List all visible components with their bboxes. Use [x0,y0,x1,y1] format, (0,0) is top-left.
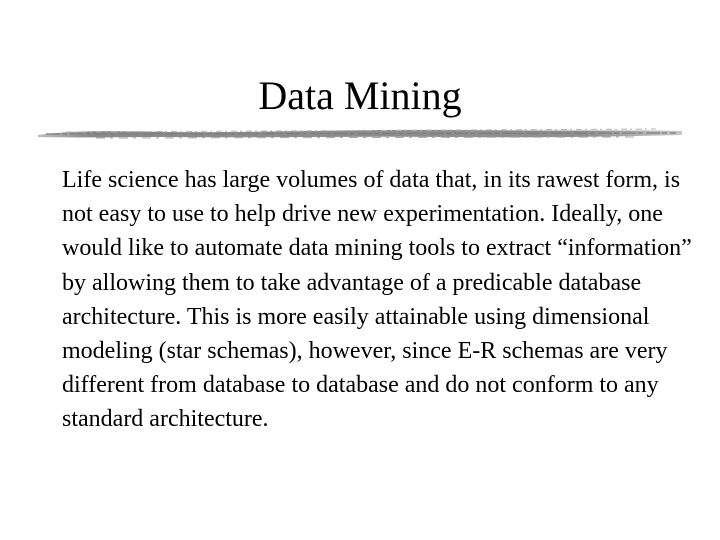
slide-body-text: Life science has large volumes of data that, in its rawest form, is not easy to use to help drive new experimentation. Ideally, one would like to automate data mining tools to extract “information” by allowing them to take advantage of a predicable database architecture. This is more easily attainable using dimensional modeling (star schemas), however, since E-R schemas are very different from database to database and do not conform to any standard architecture. [62,167,692,433]
title-underline-brush [36,122,684,144]
slide-title: Data Mining [258,73,462,118]
